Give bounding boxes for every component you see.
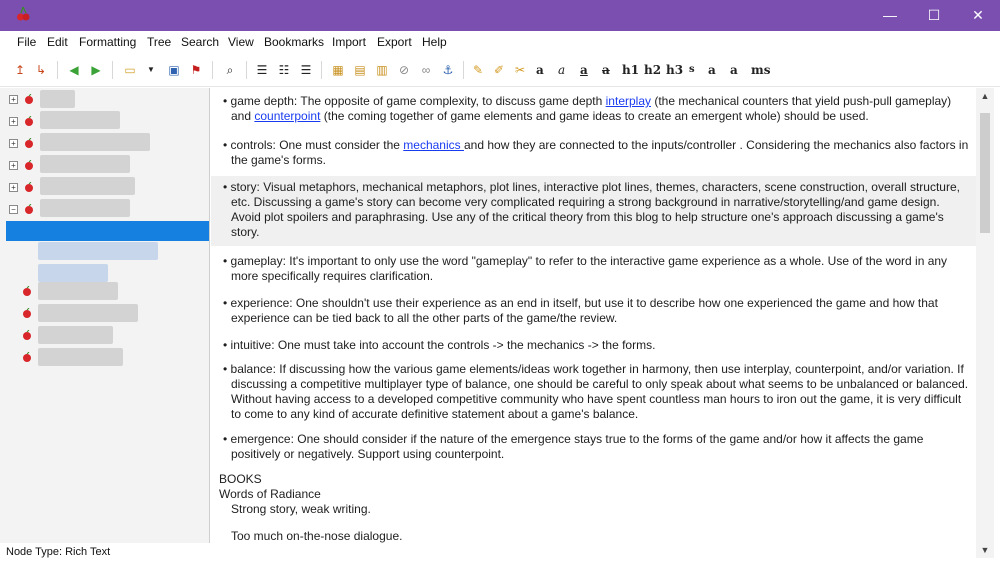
text: and how they are connected to the inputs/controller . Considering the mechanics also factors in the game's forms.: [231, 138, 969, 167]
add-node-icon[interactable]: ↥: [14, 63, 26, 77]
text-color-icon[interactable]: ✎: [472, 63, 484, 77]
blurred-node-label[interactable]: [40, 177, 135, 195]
tree-panel[interactable]: [0, 88, 210, 543]
h1-button[interactable]: h1: [622, 63, 640, 77]
paragraph-experience: • experience: One shouldn't use their experience as an end in itself, but use it to describe how one experienced the game and how that experience can be tied back to all the other parts of the game/the review.: [223, 296, 938, 325]
toolbar-separator: [321, 61, 322, 79]
paragraph-controls: [219, 138, 969, 168]
paragraph-intuitive: • intuitive: One must take into account the controls -> the mechanics -> the forms.: [223, 338, 656, 352]
menu-edit[interactable]: Edit: [47, 35, 68, 49]
blurred-node-label[interactable]: [40, 111, 120, 129]
back-icon[interactable]: ◀: [69, 63, 79, 77]
cherry-icon: [24, 138, 34, 148]
expand-icon[interactable]: +: [9, 95, 18, 104]
cherry-icon: [24, 182, 34, 192]
expand-icon[interactable]: +: [9, 183, 18, 192]
toolbar-separator: [112, 61, 113, 79]
title-bar: [0, 0, 1000, 31]
menu-bookmarks[interactable]: Bookmarks: [264, 35, 325, 49]
blurred-node-label[interactable]: [38, 304, 138, 322]
subscript-button[interactable]: a: [730, 63, 738, 77]
insert-codebox-icon[interactable]: ▥: [376, 63, 388, 77]
book-title: Words of Radiance: [219, 487, 321, 501]
todo-list-icon[interactable]: ☰: [300, 63, 312, 77]
add-subnode-icon[interactable]: ↳: [35, 63, 47, 77]
blurred-node-label[interactable]: [40, 90, 75, 108]
text: • controls: One must consider the: [223, 138, 404, 152]
menu-bar: [0, 31, 1000, 53]
find-icon[interactable]: ⌕: [226, 63, 234, 77]
blurred-node-label[interactable]: [40, 133, 150, 151]
italic-button[interactable]: a: [558, 63, 566, 77]
paragraph-balance: • balance: If discussing how the various game elements/ideas work together in harmony, then use interplay, counterpoint, and/or variation. If discussing a competitive multiplayer type of balance, one should be careful to only speak about what seems to be unbalanced or balanced. Without having access to a developed competitive community who have spent countless man hours to iron out the game, it is very difficult to come to any kind of accurate definitive statement about a game's balance.: [223, 362, 969, 421]
maximize-button[interactable]: ☐: [927, 7, 941, 23]
blurred-node-label[interactable]: [38, 264, 108, 282]
insert-file-icon[interactable]: ⊘: [398, 63, 410, 77]
menu-view[interactable]: View: [228, 35, 254, 49]
book-note: Too much on-the-nose dialogue.: [231, 529, 403, 543]
book-note: Strong story, weak writing.: [231, 502, 371, 516]
small-button[interactable]: s: [689, 64, 695, 75]
scroll-down-icon[interactable]: ▼: [980, 545, 990, 555]
monospace-button[interactable]: ms: [751, 63, 771, 77]
save-icon[interactable]: ▣: [168, 63, 180, 77]
paragraph-story: • story: Visual metaphors, mechanical metaphors, plot lines, interactive plot lines, themes, characters, scene construction, overall structure, etc. Discussing a game's story can become very complicated requiring a strong background in narrative/storytelling/and game design. Avoid plot spoilers and paraphrasing. Use any of the critical theory from this blog to help structure one's approach discussing a game's story.: [223, 180, 960, 239]
text: • game depth: The opposite of game complexity, to discuss game depth: [223, 94, 606, 108]
paragraph-gameplay: • gameplay: It's important to only use the word "gameplay" to refer to the interactive game experience as a whole. Use of the word in any more specifically requires clarification.: [223, 254, 948, 283]
cherry-icon: [24, 204, 34, 214]
books-heading: BOOKS: [219, 472, 262, 486]
cherry-icon: [22, 286, 32, 296]
numbered-list-icon[interactable]: ☷: [278, 63, 290, 77]
minimize-button[interactable]: —: [883, 7, 897, 23]
menu-formatting[interactable]: Formatting: [79, 35, 137, 49]
insert-image-icon[interactable]: ▦: [332, 63, 344, 77]
link-counterpoint[interactable]: counterpoint: [254, 109, 321, 123]
blurred-node-label[interactable]: [38, 242, 158, 260]
paragraph-game-depth: [219, 94, 969, 124]
insert-link-icon[interactable]: ∞: [421, 63, 431, 77]
underline-button[interactable]: a: [580, 63, 588, 77]
toolbar-separator: [212, 61, 213, 79]
toolbar: [0, 53, 1000, 87]
close-button[interactable]: ✕: [972, 7, 984, 23]
menu-export[interactable]: Export: [377, 35, 412, 49]
bold-button[interactable]: a: [536, 63, 544, 77]
h3-button[interactable]: h3: [666, 63, 684, 77]
scroll-thumb[interactable]: [980, 113, 990, 233]
cherry-icon: [22, 308, 32, 318]
strikethrough-button[interactable]: a: [602, 63, 610, 77]
dropdown-icon[interactable]: ▼: [147, 65, 155, 74]
toolbar-separator: [246, 61, 247, 79]
blurred-node-label[interactable]: [40, 155, 130, 173]
collapse-icon[interactable]: −: [9, 205, 18, 214]
superscript-button[interactable]: a: [708, 63, 716, 77]
blurred-node-label[interactable]: [38, 282, 118, 300]
menu-tree[interactable]: Tree: [147, 35, 172, 49]
expand-icon[interactable]: +: [9, 139, 18, 148]
text: (the mechanical counters that yield push-pull gameplay) and: [231, 94, 952, 123]
toolbar-separator: [463, 61, 464, 79]
menu-file[interactable]: File: [17, 35, 37, 49]
vertical-scrollbar[interactable]: [976, 88, 994, 558]
blurred-node-label[interactable]: [38, 326, 113, 344]
blurred-node-label[interactable]: [38, 348, 123, 366]
cherry-icon: [22, 352, 32, 362]
cherry-icon: [16, 6, 30, 22]
paragraph-emergence: • emergence: One should consider if the nature of the emergence stays true to the forms of the game and/or how it affects the game positively or negatively. Support using counterpoint.: [223, 432, 924, 461]
open-icon[interactable]: ▭: [124, 63, 136, 77]
bulleted-list-icon[interactable]: ☰: [256, 63, 268, 77]
export-pdf-icon[interactable]: ⚑: [190, 63, 202, 77]
status-bar: [0, 543, 976, 563]
h2-button[interactable]: h2: [644, 63, 662, 77]
text: (the coming together of game elements and game ideas to create an emergent whole) should be used.: [320, 109, 869, 123]
rich-text-editor[interactable]: [211, 88, 976, 543]
menu-import[interactable]: Import: [332, 35, 367, 49]
cherry-icon: [24, 94, 34, 104]
highlight-icon[interactable]: ✐: [493, 63, 505, 77]
link-mechanics[interactable]: mechanics: [403, 138, 464, 152]
cherry-icon: [22, 330, 32, 340]
menu-help[interactable]: Help: [422, 35, 447, 49]
expand-icon[interactable]: +: [9, 117, 18, 126]
insert-anchor-icon[interactable]: ⚓: [442, 63, 454, 77]
forward-icon[interactable]: ▶: [91, 63, 101, 77]
scroll-up-icon[interactable]: ▲: [980, 91, 990, 101]
toolbar-separator: [57, 61, 58, 79]
cherry-icon: [24, 116, 34, 126]
cherry-icon: [24, 160, 34, 170]
remove-format-icon[interactable]: ✂: [514, 63, 526, 77]
menu-search[interactable]: Search: [181, 35, 220, 49]
insert-table-icon[interactable]: ▤: [354, 63, 366, 77]
link-interplay[interactable]: interplay: [605, 94, 651, 108]
blurred-node-label[interactable]: [40, 199, 130, 217]
node-type-status: Node Type: Rich Text: [6, 546, 111, 558]
expand-icon[interactable]: +: [9, 161, 18, 170]
selected-tree-node[interactable]: [6, 221, 210, 241]
